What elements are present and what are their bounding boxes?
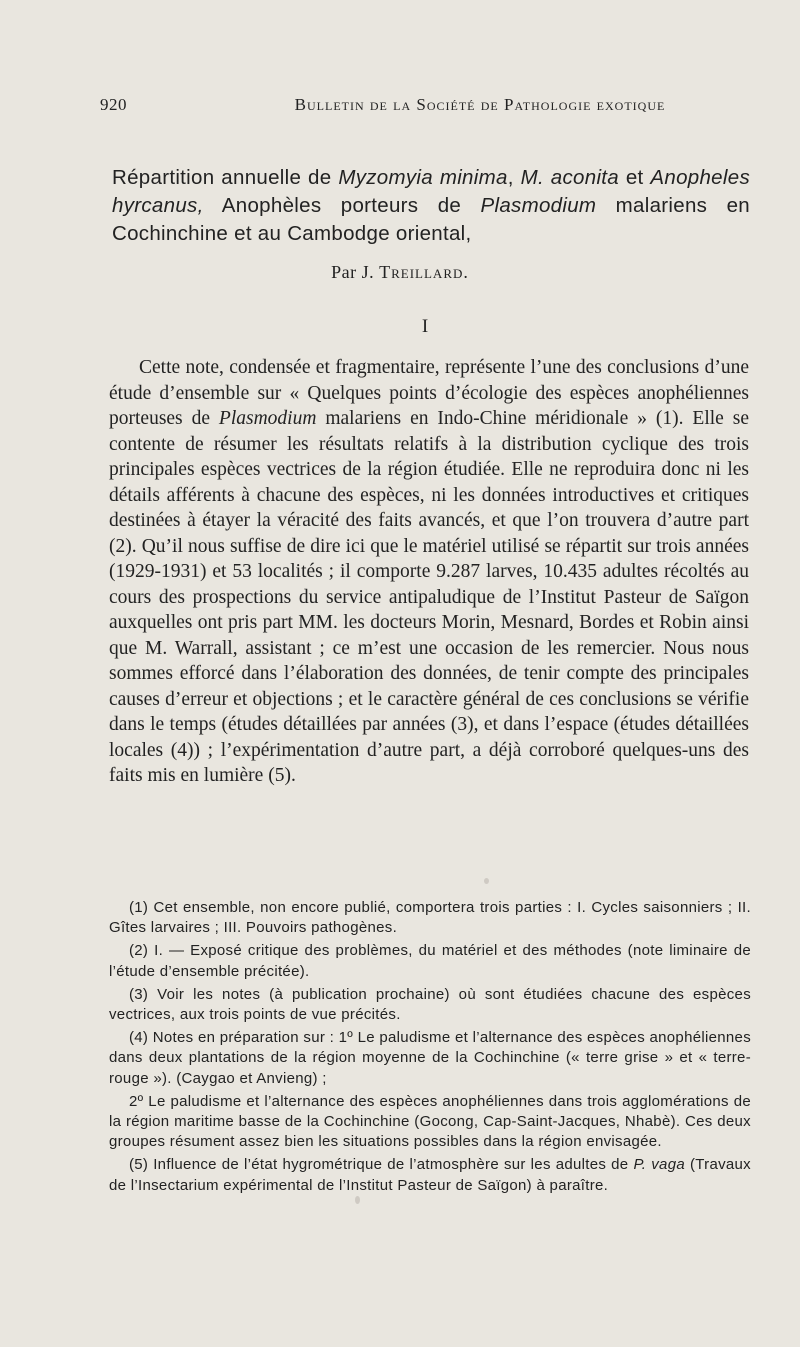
body-text	[109, 355, 749, 789]
title-text-2: ,	[507, 166, 521, 189]
title-text-4: Anophèles porteurs de	[203, 194, 481, 217]
article-title	[112, 164, 750, 248]
footnote-1: (1) Cet ensemble, non encore publié, comportera trois parties : I. Cycles saisonniers ; II. Gîtes larvaires ; III. Pouvoirs pathogènes.	[109, 899, 751, 937]
ink-spot	[355, 1196, 360, 1204]
title-species-2: M. aconita	[520, 166, 619, 189]
footnote-3: (3) Voir les notes (à publication prochaine) où sont étudiées chacune des espèces vectrices, aux trois points de vue précités.	[109, 985, 751, 1024]
footnote-5-text-b: (Travaux de l’Insectarium expérimental de l’Institut Pasteur de Saïgon) à paraître.	[109, 1156, 751, 1194]
title-genus: Plasmodium	[480, 194, 597, 217]
footnote-5-italic: P. vaga	[633, 1156, 685, 1174]
journal-title: Bulletin de la Société de Pathologie exotique	[294, 95, 666, 114]
footnote-2: (2) I. — Exposé critique des problèmes, du matériel et des méthodes (note liminaire de l’étude d’ensemble précitée).	[109, 942, 751, 980]
footnote-5	[109, 1155, 751, 1195]
author-name: Treillard.	[379, 262, 469, 282]
paragraph	[109, 355, 749, 789]
title-text-3: et	[619, 166, 651, 189]
author-line	[0, 262, 800, 283]
paragraph-text-b: malariens en Indo-Chine méridionale » (1). Elle se contente de résumer les résultats relatifs à la distribution cyclique des trois principales espèces vectrices de la région étudiée. Elle ne reproduira donc ni les détails afférents à chacune des espèces, ni les données introductives et critiques destinées à étayer la véracité des faits avancés, et que l’on trouvera d’autre part (2). Qu’il nous suffise de dire ici que le matériel utilisé se répartit sur trois années (1929-1931) et 53 localités ; il comporte 9.287 larves, 10.435 adultes récoltés au cours des prospections du service antipaludique de l’Institut Pasteur de Saïgon auxquelles ont pris part MM. les docteurs Morin, Mesnard, Bordes et Robin ainsi que M. Warrall, assistant ; ce m’est une occasion de les remercier. Nous nous sommes efforcé dans l’élaboration des données, de tenir compte des principales causes d’erreur et objections ; et le caractère général de ces conclusions se vérifie dans le temps (études détaillées par années (3), et dans l’espace (études détaillées locales (4)) ; l’expérimentation d’autre part, a déjà corroboré quelques-uns des faits mis en lumière (5).	[109, 408, 749, 786]
title-text-1: Répartition annuelle de	[112, 166, 339, 189]
footnote-4-continued: 2º Le paludisme et l’alternance des espèces anophéliennes dans trois agglomérations de la région maritime basse de la Cochinchine (Gocong, Cap-Saint-Jacques, Nhabè). Ces deux groupes résument assez bien les situations possibles dans la région envisagée.	[109, 1092, 751, 1151]
page-number: 920	[100, 95, 127, 114]
title-text-5: malariens en Cochinchine et au Cambodge oriental,	[112, 194, 750, 245]
footnote-5-text-a: (5) Influence de l’état hygrométrique de l’atmosphère sur les adultes de	[129, 1156, 634, 1174]
ink-spot	[484, 878, 489, 884]
author-prefix: Par J.	[331, 262, 380, 282]
paragraph-text-a: Cette note, condensée et fragmentaire, représente l’une des conclusions d’une étude d’ensemble sur « Quelques points d’écologie des espèces anophéliennes porteuses de	[109, 357, 749, 429]
footnotes	[109, 898, 751, 1199]
footnote-4: (4) Notes en préparation sur : 1º Le paludisme et l’alternance des espèces anophéliennes dans deux plantations de la région moyenne de la Cochinchine (« terre grise » et « terre-rouge »). (Caygao et Anvieng) ;	[109, 1029, 751, 1087]
title-species-1: Myzomyia minima	[338, 166, 508, 189]
title-species-3: Anopheles hyrcanus,	[112, 166, 750, 217]
paragraph-italic: Plasmodium	[218, 408, 317, 429]
section-heading: I	[421, 316, 429, 337]
